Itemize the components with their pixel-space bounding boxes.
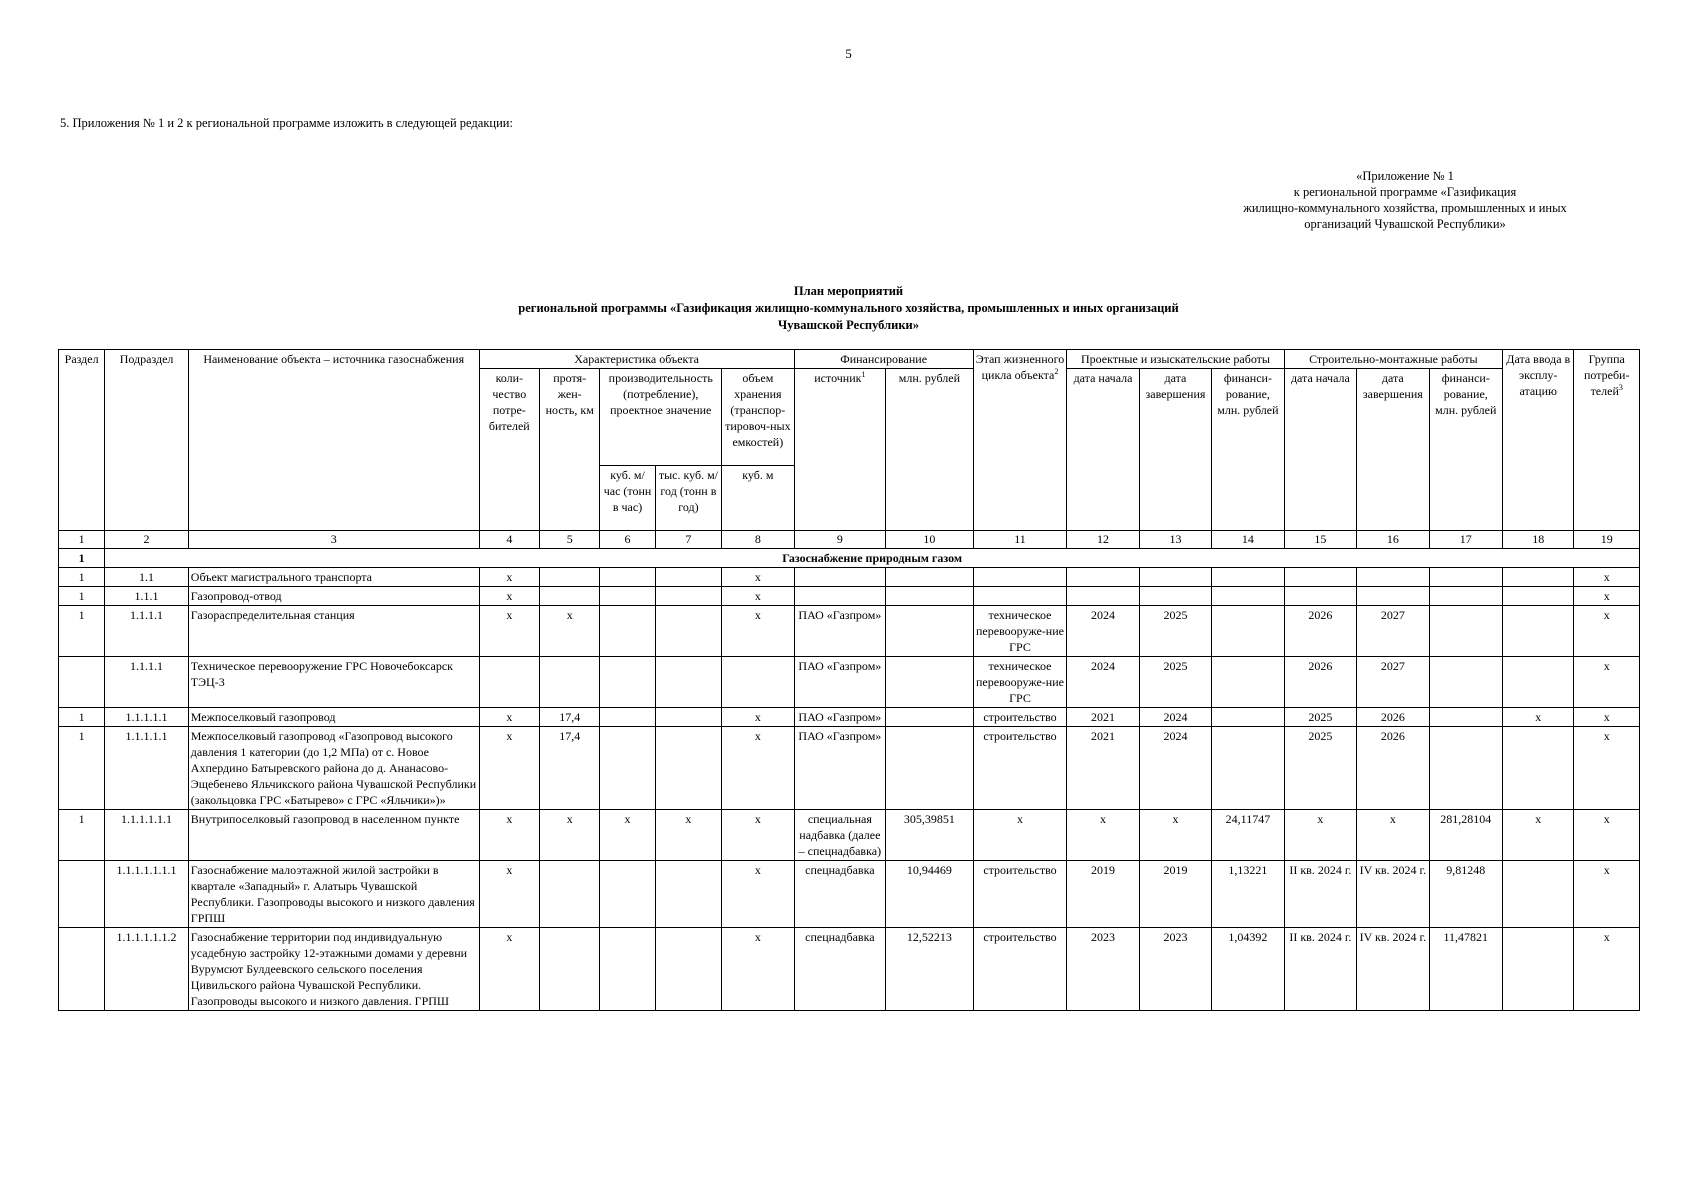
table-cell: 2027 [1357,657,1429,708]
table-cell [973,587,1067,606]
footnote-mark: 3 [1618,383,1623,392]
table-cell: x [479,587,539,606]
column-number: 16 [1357,531,1429,549]
table-header [59,350,1640,549]
intro-text: 5. Приложения № 1 и 2 к региональной программе изложить в следующей редакции: [60,116,513,130]
table-cell: x [1357,810,1429,861]
table-cell: 1.1.1.1 [105,657,189,708]
table-cell [1503,657,1574,708]
column-number: 1 [59,531,105,549]
table-cell: x [479,568,539,587]
table-cell: строительство [973,928,1067,1011]
table-cell [59,928,105,1011]
table-cell: 2023 [1139,928,1211,1011]
table-cell: 9,81248 [1429,861,1502,928]
column-number: 7 [655,531,721,549]
table-cell: 2021 [1067,708,1139,727]
table-cell [1503,928,1574,1011]
table-cell [1212,606,1284,657]
table-cell: 2025 [1284,727,1356,810]
table-cell: x [479,727,539,810]
table-cell: 2019 [1139,861,1211,928]
appendix-line: организаций Чувашской Республики» [1304,217,1506,231]
table-cell [1429,587,1502,606]
table-cell: x [722,568,794,587]
table-row [59,727,1640,810]
table-row [59,587,1640,606]
table-cell: x [722,606,794,657]
table-cell: 1 [59,708,105,727]
column-numbers-row [59,531,1640,549]
table-cell: ПАО «Газпром» [794,657,886,708]
table-cell: техническое перевооруже-ние ГРС [973,657,1067,708]
table-cell: 2024 [1067,657,1139,708]
header-consumers-count: коли-чество потре-бителей [479,369,539,531]
table-cell: x [722,587,794,606]
table-cell: 2025 [1139,657,1211,708]
table-cell [973,568,1067,587]
table-cell: 281,28104 [1429,810,1502,861]
column-number: 15 [1284,531,1356,549]
column-number: 18 [1503,531,1574,549]
table-cell: строительство [973,708,1067,727]
table-cell [1357,587,1429,606]
table-cell: 11,47821 [1429,928,1502,1011]
header-razdel: Раздел [59,350,105,531]
table-cell: специальная надбавка (далее – спецнадбавка) [794,810,886,861]
table-cell: 2025 [1284,708,1356,727]
table-cell: Газопровод-отвод [188,587,479,606]
title-line: Чувашской Республики» [778,318,919,332]
table-cell [600,861,655,928]
table-cell: строительство [973,861,1067,928]
column-number: 9 [794,531,886,549]
page-number: 5 [845,46,852,61]
table-cell: x [655,810,721,861]
table-row [59,928,1640,1011]
header-name: Наименование объекта – источника газоснабжения [188,350,479,531]
header-design-start: дата начала [1067,369,1139,531]
table-cell [1357,568,1429,587]
table-cell [540,928,600,1011]
header-design-works: Проектные и изыскательские работы [1067,350,1284,369]
header-consumer-group [1574,350,1640,531]
table-cell: 17,4 [540,708,600,727]
title-line: региональной программы «Газификация жилищно-коммунального хозяйства, промышленных и иных организаций [518,301,1179,315]
table-cell: 1.1.1.1.1 [105,727,189,810]
table-cell: 12,52213 [886,928,974,1011]
table-cell: x [722,861,794,928]
table-cell: 2026 [1357,708,1429,727]
table-cell: x [540,606,600,657]
column-number: 8 [722,531,794,549]
table-cell: 17,4 [540,727,600,810]
table-cell: 1.1.1.1.1.1.1 [105,861,189,928]
table-cell: Объект магистрального транспорта [188,568,479,587]
column-number: 10 [886,531,974,549]
table-cell: спецнадбавка [794,861,886,928]
header-consumer-group-text: Группа потреби-телей [1583,352,1630,398]
table-cell: 1 [59,568,105,587]
table-cell: x [479,861,539,928]
table-cell: 2025 [1139,606,1211,657]
table-cell: x [1574,708,1640,727]
table-cell: 2024 [1067,606,1139,657]
table-cell: x [1574,727,1640,810]
table-cell: x [540,810,600,861]
table-cell [1212,587,1284,606]
table-cell [1212,727,1284,810]
table-cell [1284,587,1356,606]
table-cell [886,657,974,708]
table-row [59,708,1640,727]
table-cell [886,587,974,606]
table-cell [655,928,721,1011]
table-cell: Межпоселковый газопровод «Газопровод высокого давления 1 категории (до 1,2 МПа) от с. Новое Ахпердино Батыревского района до д. Ананасово-Эщебенево Яльчикского района Чувашской Республики (закольцовка ГРС «Батырево» с ГРС «Яльчики»)» [188,727,479,810]
table-cell: 1 [59,587,105,606]
table-cell [600,657,655,708]
table-cell: x [722,810,794,861]
table-cell [1503,727,1574,810]
table-cell: 1.1.1.1.1 [105,708,189,727]
header-thousand-cub-year: тыс. куб. м/год (тонн в год) [655,466,721,531]
table-cell [655,587,721,606]
table-cell [1429,606,1502,657]
header-capacity: производительность (потребление), проектное значение [600,369,722,466]
table-cell: Межпоселковый газопровод [188,708,479,727]
table-cell [1429,727,1502,810]
column-number: 12 [1067,531,1139,549]
header-construction-start: дата начала [1284,369,1356,531]
table-cell: x [1574,861,1640,928]
header-storage: объем хранения (транспор-тировоч-ных емкостей) [722,369,794,466]
table-cell [540,587,600,606]
table-cell: x [1503,708,1574,727]
table-cell: 2021 [1067,727,1139,810]
table-row [59,568,1640,587]
table-cell: Техническое перевооружение ГРС Новочебоксарск ТЭЦ-3 [188,657,479,708]
table-cell: 2024 [1139,727,1211,810]
table-cell: x [722,928,794,1011]
header-design-end: дата завершения [1139,369,1211,531]
table-cell: II кв. 2024 г. [1284,928,1356,1011]
column-number: 11 [973,531,1067,549]
document-title [0,283,1697,334]
table-cell: 2026 [1284,657,1356,708]
table-cell [794,587,886,606]
table-cell [1067,568,1139,587]
table-cell: Внутрипоселковый газопровод в населенном пункте [188,810,479,861]
table-cell: x [973,810,1067,861]
table-cell [655,727,721,810]
header-cub-hour: куб. м/час (тонн в час) [600,466,655,531]
table-cell: 305,39851 [886,810,974,861]
table-cell: Газоснабжение малоэтажной жилой застройки в квартале «Западный» г. Алатырь Чувашской Республики. Газопроводы высокого и низкого давления ГРПШ [188,861,479,928]
table-cell [655,568,721,587]
activities-table [58,349,1640,1011]
table-cell [1503,606,1574,657]
table-body [59,549,1640,1011]
table-cell [1212,708,1284,727]
table-cell [886,568,974,587]
header-stage [973,350,1067,531]
table-cell [600,587,655,606]
table-cell: x [600,810,655,861]
table-cell [600,708,655,727]
column-number: 17 [1429,531,1502,549]
header-construction-funding: финанси-рование, млн. рублей [1429,369,1502,531]
column-number: 4 [479,531,539,549]
table-cell: II кв. 2024 г. [1284,861,1356,928]
table-cell: x [722,727,794,810]
table-row [59,810,1640,861]
section-razdel: 1 [59,549,105,568]
table-cell [1284,568,1356,587]
appendix-line: жилищно-коммунального хозяйства, промышленных и иных [1243,201,1567,215]
table-cell: IV кв. 2024 г. [1357,928,1429,1011]
table-cell [1429,708,1502,727]
table-cell [600,727,655,810]
table-cell [479,657,539,708]
appendix-line: к региональной программе «Газификация [1293,185,1517,199]
table-cell: x [1139,810,1211,861]
table-cell: 1.1.1.1 [105,606,189,657]
table-row [59,606,1640,657]
table-cell: x [1574,810,1640,861]
table-row [59,657,1640,708]
header-stage-text: Этап жизненного цикла объекта [975,352,1065,382]
table-cell [655,657,721,708]
table-cell: ПАО «Газпром» [794,708,886,727]
table-cell: 2026 [1284,606,1356,657]
table-cell: 2027 [1357,606,1429,657]
table-cell: 1.1 [105,568,189,587]
column-number: 2 [105,531,189,549]
table-cell: 1 [59,727,105,810]
table-cell: строительство [973,727,1067,810]
table-cell [1139,587,1211,606]
table-cell: 1.1.1.1.1.1.2 [105,928,189,1011]
table-cell [59,657,105,708]
column-number: 3 [188,531,479,549]
footnote-mark: 1 [861,370,866,379]
header-characteristics: Характеристика объекта [479,350,794,369]
table-cell [1212,568,1284,587]
table-cell: 2019 [1067,861,1139,928]
table-cell [600,568,655,587]
table-cell: Газоснабжение территории под индивидуальную усадебную застройку 12-этажными домами у деревни Вурумсют Булдеевского сельского поселения Цивильского района Чувашской Республики. Газопроводы высокого и низкого давления. ГРПШ [188,928,479,1011]
table-cell: x [1574,568,1640,587]
table-cell: 1.1.1 [105,587,189,606]
table-cell: x [479,810,539,861]
title-line: План мероприятий [793,284,904,298]
header-design-funding: финанси-рование, млн. рублей [1212,369,1284,531]
header-source-text: источник [814,371,862,385]
table-cell: x [1503,810,1574,861]
table-cell: спецнадбавка [794,928,886,1011]
footnote-mark: 2 [1054,367,1059,376]
table-cell: x [722,708,794,727]
table-cell [886,708,974,727]
table-cell [794,568,886,587]
table-cell: 1,13221 [1212,861,1284,928]
column-number: 13 [1139,531,1211,549]
header-mln-rub: млн. рублей [886,369,974,531]
table-cell [540,861,600,928]
table-row [59,861,1640,928]
column-number: 6 [600,531,655,549]
table-cell [722,657,794,708]
table-cell: 24,11747 [1212,810,1284,861]
table-cell [1503,861,1574,928]
header-podrazdel: Подраздел [105,350,189,531]
header-cub-m: куб. м [722,466,794,531]
table-cell [655,861,721,928]
section-row [59,549,1640,568]
table-cell [655,708,721,727]
table-cell: x [1574,928,1640,1011]
table-cell [1139,568,1211,587]
table-cell [59,861,105,928]
table-cell [655,606,721,657]
table-cell: x [1574,587,1640,606]
column-number: 5 [540,531,600,549]
table-cell: 1 [59,810,105,861]
header-construction-works: Строительно-монтажные работы [1284,350,1502,369]
table-cell [1503,587,1574,606]
table-cell [1067,587,1139,606]
table-cell: 2026 [1357,727,1429,810]
table-cell [1503,568,1574,587]
table-cell: 1,04392 [1212,928,1284,1011]
table-cell: x [1574,606,1640,657]
table-cell [1212,657,1284,708]
table-cell: x [1574,657,1640,708]
table-cell: 2024 [1139,708,1211,727]
table-cell: Газораспределительная станция [188,606,479,657]
table-cell [600,928,655,1011]
table-cell: 2023 [1067,928,1139,1011]
table-cell: x [1284,810,1356,861]
table-cell [886,606,974,657]
table-cell: x [479,928,539,1011]
table-cell: ПАО «Газпром» [794,727,886,810]
section-title: Газоснабжение природным газом [105,549,1640,568]
table-cell: 10,94469 [886,861,974,928]
table-cell [886,727,974,810]
column-number: 14 [1212,531,1284,549]
table-cell [1429,568,1502,587]
table-cell: ПАО «Газпром» [794,606,886,657]
header-length: протя-жен-ность, км [540,369,600,531]
header-financing: Финансирование [794,350,973,369]
appendix-line: «Приложение № 1 [1356,169,1454,183]
header-construction-end: дата завершения [1357,369,1429,531]
header-commissioning: Дата ввода в эксплу-атацию [1503,350,1574,531]
table-cell: IV кв. 2024 г. [1357,861,1429,928]
column-number: 19 [1574,531,1640,549]
table-cell: x [1067,810,1139,861]
table-cell [540,568,600,587]
table-cell: x [479,606,539,657]
table-cell: 1.1.1.1.1.1 [105,810,189,861]
table-cell [600,606,655,657]
table-cell: x [479,708,539,727]
header-source [794,369,886,531]
table-cell [540,657,600,708]
table-cell: техническое перевооруже-ние ГРС [973,606,1067,657]
table-cell: 1 [59,606,105,657]
table-cell [1429,657,1502,708]
appendix-header [1195,168,1615,232]
